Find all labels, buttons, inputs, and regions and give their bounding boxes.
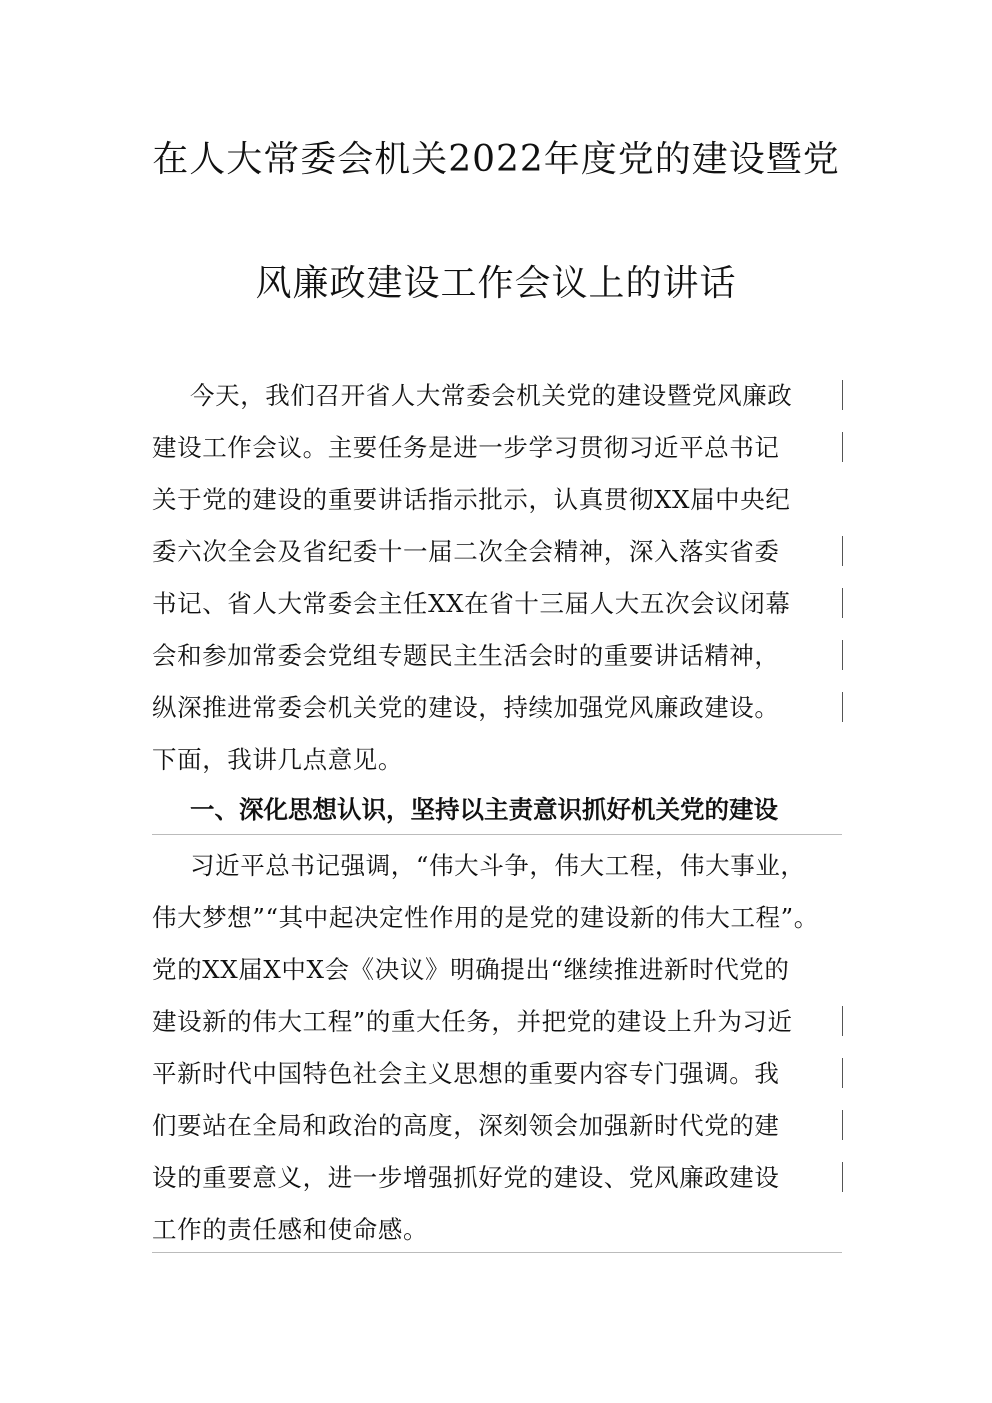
margin-marker: [842, 380, 843, 410]
margin-marker: [842, 640, 843, 670]
paragraph-1-line: 关于党的建设的重要讲话指示批示，认真贯彻XX届中央纪: [152, 485, 791, 514]
document-title-line-2: 风廉政建设工作会议上的讲话: [255, 263, 737, 304]
paragraph-1-line: 纵深推进常委会机关党的建设，持续加强党风廉政建设。: [152, 693, 780, 722]
margin-marker: [842, 692, 843, 722]
margin-marker: [842, 1058, 843, 1088]
margin-marker: [842, 1006, 843, 1036]
paragraph-2-line: 平新时代中国特色社会主义思想的重要内容专门强调。我: [152, 1059, 780, 1088]
paragraph-1-line: 会和参加常委会党组专题民主生活会时的重要讲话精神，: [152, 641, 780, 670]
section-rule: [152, 834, 842, 835]
paragraph-2-line: 们要站在全局和政治的高度，深刻领会加强新时代党的建: [152, 1111, 780, 1140]
paragraph-1-line: 下面，我讲几点意见。: [152, 745, 403, 774]
paragraph-2-line: 建设新的伟大工程”的重大任务，并把党的建设上升为习近: [152, 1007, 793, 1036]
paragraph-2-line: 习近平总书记强调，“伟大斗争，伟大工程，伟大事业，: [190, 851, 806, 880]
margin-marker: [842, 588, 843, 618]
paragraph-1-line: 书记、省人大常委会主任XX在省十三届人大五次会议闭幕: [152, 589, 791, 618]
document-title-line-1: 在人大常委会机关2022年度党的建设暨党: [152, 139, 840, 180]
paragraph-2-line: 设的重要意义，进一步增强抓好党的建设、党风廉政建设: [152, 1163, 780, 1192]
margin-marker: [842, 1110, 843, 1140]
margin-marker: [842, 536, 843, 566]
paragraph-1-line: 委六次全会及省纪委十一届二次全会精神，深入落实省委: [152, 537, 780, 566]
margin-marker: [842, 432, 843, 462]
paragraph-1-line: 今天，我们召开省人大常委会机关党的建设暨党风廉政: [190, 381, 793, 410]
paragraph-2-line: 工作的责任感和使命感。: [152, 1215, 429, 1244]
section-heading-1: 一、深化思想认识，坚持以主责意识抓好机关党的建设: [190, 795, 778, 824]
paragraph-2-line: 党的XX届X中X会《决议》明确提出“继续推进新时代党的: [152, 955, 790, 984]
paragraph-2-line: 伟大梦想”“其中起决定性作用的是党的建设新的伟大工程”。: [152, 903, 819, 932]
section-rule: [152, 1252, 842, 1253]
paragraph-1-line: 建设工作会议。主要任务是进一步学习贯彻习近平总书记: [152, 433, 780, 462]
margin-marker: [842, 1162, 843, 1192]
